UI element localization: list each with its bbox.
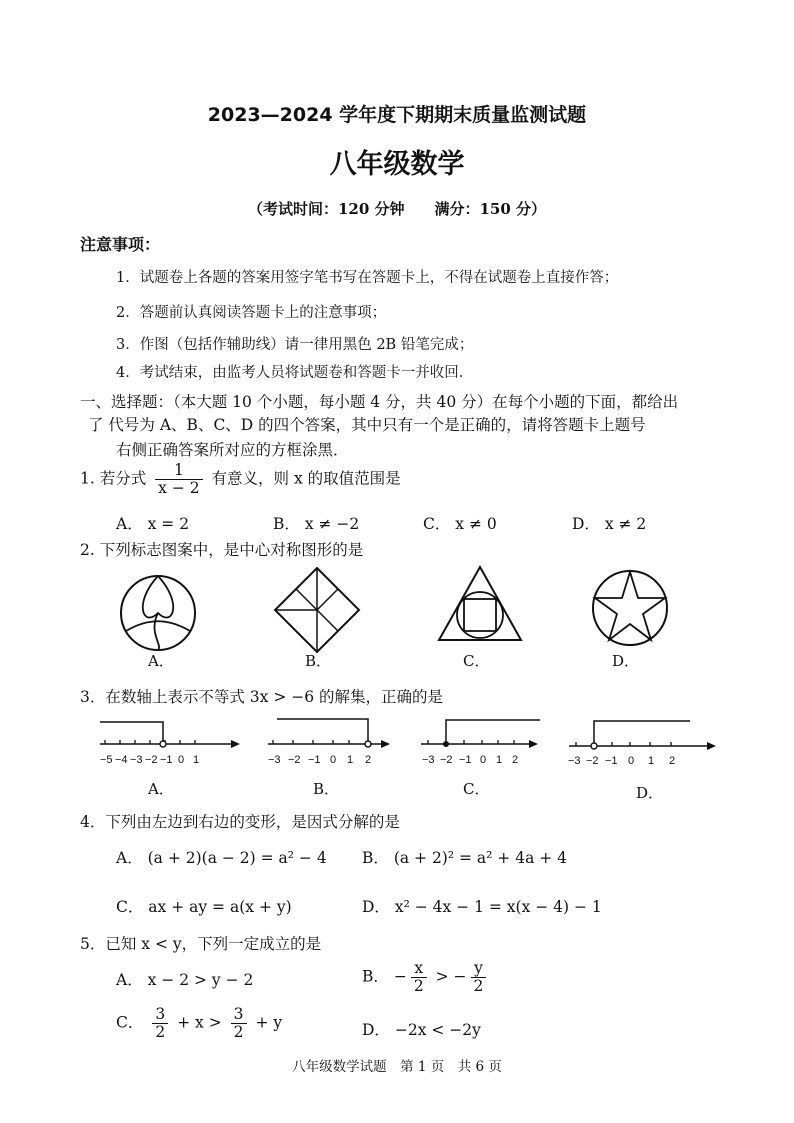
q2-label-c: C． <box>463 652 490 670</box>
q4-stem: 4．下列由左边到右边的变形，是因式分解的是 <box>80 813 400 831</box>
q1-frac-num: 1 <box>155 462 202 480</box>
notice-heading: 注意事项： <box>80 235 161 254</box>
tick-label: 1 <box>496 754 503 766</box>
tick-label: −2 <box>440 754 453 766</box>
q2-stem: 2. 下列标志图案中，是中心对称图形的是 <box>80 541 364 559</box>
tick-label: 1 <box>648 755 655 767</box>
tick-label: −3 <box>568 755 581 767</box>
tick-label: 2 <box>669 755 676 767</box>
section1-intro-line3: 右侧正确答案所对应的方框涂黑． <box>116 441 349 459</box>
q3-axis-b <box>265 716 395 756</box>
section1-intro-line2: 了 代号为 A、B、C、D 的四个答案，其中只有一个是正确的，请将答题卡上题号 <box>88 416 646 434</box>
q1-option-c: C． x ≠ 0 <box>423 515 497 533</box>
tick-label: −2 <box>288 754 301 766</box>
q3-label-b: B． <box>313 780 340 798</box>
q5-option-d: D． −2x < −2y <box>362 1021 481 1039</box>
q4-option-a: A． (a + 2)(a − 2) = a² − 4 <box>116 849 327 867</box>
q5-c-operator: + x > <box>177 1013 222 1032</box>
tick-label: 2 <box>512 754 519 766</box>
q5-stem: 5．已知 x < y，下列一定成立的是 <box>80 935 322 953</box>
tick-label: −1 <box>308 754 321 766</box>
tick-label: 0 <box>178 754 185 766</box>
q3-axis-c <box>418 716 543 756</box>
tick-label: −1 <box>605 755 618 767</box>
frac-den: 2 <box>233 1023 244 1042</box>
q5-b-frac-2 <box>471 960 487 995</box>
q5-c-frac-1 <box>152 1006 168 1041</box>
tick-label: 0 <box>628 755 635 767</box>
exam-title: 2023—2024 学年度下期期末质量监测试题 <box>207 104 587 126</box>
q3-label-a: A． <box>148 780 174 798</box>
q2-label-d: D． <box>612 652 640 670</box>
q1-fraction <box>155 462 202 497</box>
tick-label: −4 <box>115 754 128 766</box>
exam-subject: 八年级数学 <box>329 149 465 180</box>
q2-figure-a-icon <box>118 573 198 653</box>
q3-stem: 3．在数轴上表示不等式 3x > −6 的解集，正确的是 <box>80 688 444 706</box>
notice-item-4: 4．考试结束，由监考人员将试题卷和答题卡一并收回． <box>116 365 474 381</box>
q4-option-b: B． (a + 2)² = a² + 4a + 4 <box>362 849 568 867</box>
q5-option-b-label: B． <box>362 967 389 986</box>
q1-stem <box>80 462 401 497</box>
tick-label: 0 <box>330 754 337 766</box>
q2-label-a: A． <box>148 652 174 670</box>
tick-label: 2 <box>365 754 372 766</box>
tick-label: −3 <box>422 754 435 766</box>
frac-num: y <box>471 960 487 978</box>
q3-axis-d <box>566 716 721 756</box>
exam-info: （考试时间：120 分钟 满分：150 分） <box>247 200 547 218</box>
section1-intro-line1: 一、选择题：（本大题 10 个小题，每小题 4 分，共 40 分）在每个小题的下面，都给出 <box>80 393 679 411</box>
q1-suffix: 有意义，则 x 的取值范围是 <box>211 469 401 488</box>
notice-item-1: 1．试题卷上各题的答案用签字笔书写在答题卡上，不得在试题卷上直接作答； <box>116 270 619 286</box>
q4-option-d: D． x² − 4x − 1 = x(x − 4) − 1 <box>362 898 602 916</box>
q3-axis-a <box>95 718 245 756</box>
tick-label: −3 <box>268 754 281 766</box>
q2-figure-c-icon <box>437 565 523 643</box>
tick-label: −5 <box>100 754 113 766</box>
tick-label: −3 <box>130 754 143 766</box>
q2-figure-d-icon <box>590 568 670 648</box>
q5-option-a: A． x − 2 > y − 2 <box>116 971 254 989</box>
q4-option-c: C． ax + ay = a(x + y) <box>116 898 292 916</box>
q1-option-d: D． x ≠ 2 <box>572 515 647 533</box>
q3-label-c: C． <box>463 780 490 798</box>
frac-den: 2 <box>155 1023 166 1042</box>
q2-figure-b-icon <box>272 565 362 655</box>
q1-option-b: B． x ≠ −2 <box>273 515 360 533</box>
tick-label: −1 <box>160 754 173 766</box>
minus-sign: − <box>393 967 407 986</box>
tick-label: −2 <box>145 754 158 766</box>
notice-item-2: 2．答题前认真阅读答题卡上的注意事项； <box>116 305 387 321</box>
q5-option-b <box>362 960 490 995</box>
q1-frac-den: x − 2 <box>158 479 200 498</box>
page-footer: 八年级数学试题 第 1 页 共 6 页 <box>292 1059 502 1075</box>
q5-c-frac-2 <box>231 1006 247 1041</box>
tick-label: 0 <box>480 754 487 766</box>
frac-den: 2 <box>473 977 484 996</box>
frac-num: 3 <box>152 1006 168 1024</box>
q1-prefix: 1. 若分式 <box>80 469 147 488</box>
notice-item-3: 3．作图（包括作辅助线）请一律用黑色 2B 铅笔完成； <box>116 337 474 353</box>
frac-den: 2 <box>413 977 424 996</box>
frac-num: 3 <box>231 1006 247 1024</box>
q5-c-tail: + y <box>255 1013 283 1032</box>
q1-option-a: A． x = 2 <box>116 515 190 533</box>
frac-num: x <box>411 960 427 978</box>
tick-label: 1 <box>347 754 354 766</box>
q5-b-operator: > − <box>435 967 467 986</box>
q2-label-b: B． <box>305 652 332 670</box>
q3-label-d: D． <box>636 784 664 802</box>
q5-b-frac-1 <box>411 960 427 995</box>
tick-label: 1 <box>193 754 200 766</box>
q5-option-c-label: C． <box>116 1013 144 1032</box>
tick-label: −2 <box>586 755 599 767</box>
q5-option-c <box>116 1006 282 1041</box>
tick-label: −1 <box>459 754 472 766</box>
